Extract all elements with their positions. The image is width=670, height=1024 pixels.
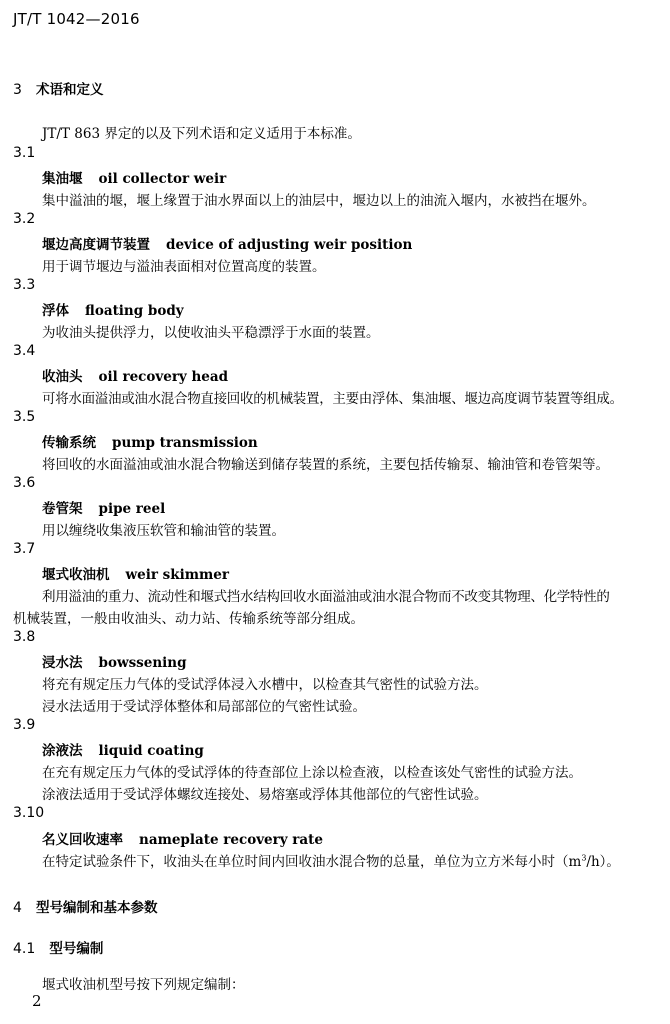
section-title: 术语和定义 (36, 82, 104, 98)
term-heading (42, 365, 228, 385)
term-definition: 将回收的水面溢油或油水混合物输送到储存装置的系统，主要包括传输泵、输油管和卷管架等。 (42, 457, 609, 473)
term-heading (42, 167, 226, 187)
term-en: pipe reel (98, 501, 166, 517)
term-number: 3.3 (13, 277, 36, 293)
term-heading (42, 828, 323, 848)
term-number: 3.8 (13, 629, 36, 645)
section-number: 4 (13, 900, 22, 916)
term-en: nameplate recovery rate (139, 832, 323, 848)
term-zh: 浮体 (42, 303, 69, 319)
term-heading (42, 233, 412, 253)
intro-paragraph: JT/T 863 界定的以及下列术语和定义适用于本标准。 (42, 126, 361, 142)
section-4-1-heading (13, 937, 103, 957)
term-number: 3.9 (13, 717, 36, 733)
definition-text-end: /h）。 (586, 854, 620, 870)
term-zh: 收油头 (42, 369, 83, 385)
term-definition: 在充有规定压力气体的受试浮体的待查部位上涂以检查液，以检查该处气密性的试验方法。 (42, 765, 582, 781)
term-heading (42, 497, 165, 517)
section-title: 型号编制 (49, 941, 104, 957)
page-number: 2 (32, 992, 42, 1010)
term-zh: 堰边高度调节装置 (42, 237, 150, 253)
term-en: oil collector weir (98, 171, 227, 187)
term-number: 3.10 (13, 805, 45, 821)
term-en: pump transmission (112, 435, 258, 451)
term-definition: 将充有规定压力气体的受试浮体浸入水槽中，以检查其气密性的试验方法。 (42, 677, 488, 693)
term-number: 3.2 (13, 211, 36, 227)
section-number: 3 (13, 82, 22, 98)
term-number: 3.5 (13, 409, 36, 425)
term-en: oil recovery head (98, 369, 229, 385)
term-number: 3.1 (13, 145, 36, 161)
term-definition: 为收油头提供浮力，以使收油头平稳漂浮于水面的装置。 (42, 325, 380, 341)
term-definition: 用于调节堰边与溢油表面相对位置高度的装置。 (42, 259, 326, 275)
term-zh: 传输系统 (42, 435, 96, 451)
term-heading (42, 431, 258, 451)
section-4-heading (13, 896, 158, 916)
definition-text: 在特定试验条件下，收油头在单位时间内回收油水混合物的总量，单位为立方米每小时（m (42, 854, 582, 870)
term-definition-line1: 利用溢油的重力、流动性和堰式挡水结构回收水面溢油或油水混合物而不改变其物理、化学特性的 (42, 589, 610, 605)
term-number: 3.7 (13, 541, 36, 557)
section-number: 4.1 (13, 941, 36, 957)
term-heading (42, 299, 184, 319)
term-en: weir skimmer (125, 567, 230, 583)
term-definition-line2: 机械装置，一般由收油头、动力站、传输系统等部分组成。 (13, 611, 364, 627)
term-zh: 卷管架 (42, 501, 83, 517)
term-en: liquid coating (98, 743, 204, 759)
term-en: bowssening (98, 655, 187, 671)
term-definition (42, 850, 620, 870)
term-en: floating body (85, 303, 184, 319)
term-number: 3.4 (13, 343, 36, 359)
document-header: JT/T 1042—2016 (13, 10, 140, 28)
term-heading (42, 651, 187, 671)
term-en: device of adjusting weir position (166, 237, 413, 253)
section-3-heading (13, 78, 104, 98)
closing-paragraph: 堰式收油机型号按下列规定编制： (42, 977, 245, 993)
term-heading (42, 563, 229, 583)
term-definition: 用以缠绕收集液压软管和输油管的装置。 (42, 523, 285, 539)
term-note: 浸水法适用于受试浮体整体和局部部位的气密性试验。 (42, 699, 366, 715)
term-definition: 可将水面溢油或油水混合物直接回收的机械装置，主要由浮体、集油堰、堰边高度调节装置等组成。 (42, 391, 623, 407)
term-zh: 集油堰 (42, 171, 83, 187)
term-zh: 涂液法 (42, 743, 83, 759)
term-definition: 集中溢油的堰，堰上缘置于油水界面以上的油层中，堰边以上的油流入堰内，水被挡在堰外。 (42, 193, 596, 209)
term-note: 涂液法适用于受试浮体螺纹连接处、易熔塞或浮体其他部位的气密性试验。 (42, 787, 488, 803)
term-zh: 堰式收油机 (42, 567, 110, 583)
term-heading (42, 739, 204, 759)
superscript: 3 (581, 853, 587, 863)
term-zh: 浸水法 (42, 655, 83, 671)
term-number: 3.6 (13, 475, 36, 491)
section-title: 型号编制和基本参数 (36, 900, 158, 916)
term-zh: 名义回收速率 (42, 832, 123, 848)
